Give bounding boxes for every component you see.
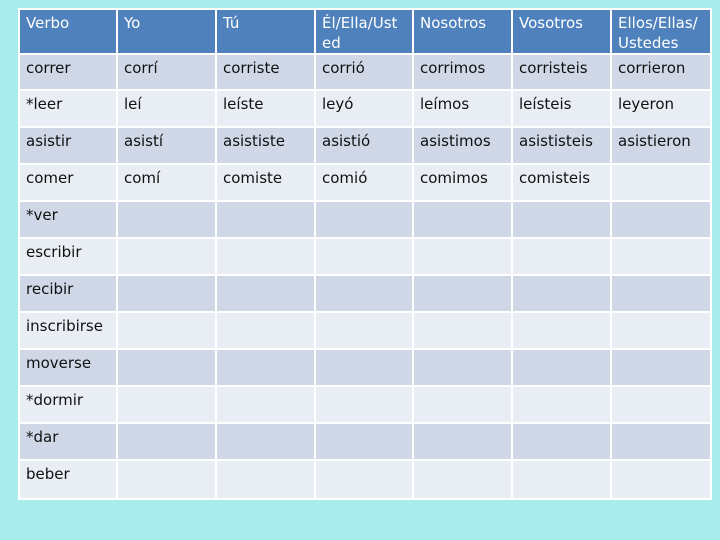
table-cell: leísteis xyxy=(512,90,611,127)
table-cell xyxy=(413,201,512,238)
conjugation-table xyxy=(18,8,712,500)
table-cell xyxy=(216,423,315,460)
table-cell: inscribirse xyxy=(19,312,117,349)
table-cell xyxy=(315,238,413,275)
table-cell: escribir xyxy=(19,238,117,275)
table-cell xyxy=(512,386,611,423)
table-cell xyxy=(117,201,216,238)
table-cell xyxy=(512,275,611,312)
table-row xyxy=(19,460,711,499)
table-cell: asististeis xyxy=(512,127,611,164)
table-cell: *ver xyxy=(19,201,117,238)
table-cell: asistir xyxy=(19,127,117,164)
table-cell xyxy=(117,275,216,312)
table-cell xyxy=(413,423,512,460)
table-cell xyxy=(611,275,711,312)
table-cell: leíste xyxy=(216,90,315,127)
table-cell: asistió xyxy=(315,127,413,164)
table-cell xyxy=(512,423,611,460)
table-cell xyxy=(117,423,216,460)
table-cell xyxy=(512,238,611,275)
table-cell: *leer xyxy=(19,90,117,127)
table-cell xyxy=(117,238,216,275)
table-cell: asistí xyxy=(117,127,216,164)
table-cell xyxy=(216,238,315,275)
table-cell: comiste xyxy=(216,164,315,201)
table-cell xyxy=(413,238,512,275)
table-cell xyxy=(216,312,315,349)
table-cell xyxy=(413,386,512,423)
table-cell xyxy=(315,349,413,386)
table-row xyxy=(19,312,711,349)
table-cell: asististe xyxy=(216,127,315,164)
table-cell xyxy=(117,460,216,499)
table-cell: recibir xyxy=(19,275,117,312)
table-cell: leímos xyxy=(413,90,512,127)
table-cell: asistieron xyxy=(611,127,711,164)
table-cell: leyó xyxy=(315,90,413,127)
header-vosotros: Vosotros xyxy=(512,9,611,54)
table-row xyxy=(19,386,711,423)
table-cell xyxy=(512,349,611,386)
table-cell xyxy=(216,275,315,312)
table-cell xyxy=(512,460,611,499)
table-cell: beber xyxy=(19,460,117,499)
table-cell xyxy=(216,460,315,499)
table-cell xyxy=(117,349,216,386)
header-verbo: Verbo xyxy=(19,9,117,54)
table-cell: corrió xyxy=(315,54,413,90)
table-cell xyxy=(315,423,413,460)
table-cell xyxy=(413,349,512,386)
table-row xyxy=(19,238,711,275)
table-row xyxy=(19,127,711,164)
table-row xyxy=(19,423,711,460)
table-cell xyxy=(117,312,216,349)
table-cell: comisteis xyxy=(512,164,611,201)
table-cell xyxy=(413,312,512,349)
table-cell xyxy=(315,312,413,349)
table-row xyxy=(19,275,711,312)
table-cell xyxy=(611,201,711,238)
table-cell xyxy=(611,238,711,275)
table-cell xyxy=(611,312,711,349)
table-cell xyxy=(315,460,413,499)
header-ellos-ellas-ustedes: Ellos/Ellas/ Ustedes xyxy=(611,9,711,54)
table-cell xyxy=(611,386,711,423)
table-cell xyxy=(315,386,413,423)
table-cell xyxy=(216,201,315,238)
table-cell xyxy=(413,460,512,499)
table-cell: leyeron xyxy=(611,90,711,127)
table-row xyxy=(19,349,711,386)
table-cell: corrí xyxy=(117,54,216,90)
table-cell xyxy=(611,423,711,460)
table-cell xyxy=(413,275,512,312)
header-nosotros: Nosotros xyxy=(413,9,512,54)
table-row xyxy=(19,54,711,90)
table-cell xyxy=(315,275,413,312)
table-header-row xyxy=(19,9,711,54)
table-cell: leí xyxy=(117,90,216,127)
table-cell xyxy=(117,386,216,423)
table-cell xyxy=(611,164,711,201)
header-yo: Yo xyxy=(117,9,216,54)
table-row xyxy=(19,164,711,201)
table-cell: corristeis xyxy=(512,54,611,90)
table-cell xyxy=(611,349,711,386)
table-cell: comimos xyxy=(413,164,512,201)
header-tu: Tú xyxy=(216,9,315,54)
table-cell xyxy=(315,201,413,238)
table-cell: comió xyxy=(315,164,413,201)
table-cell: asistimos xyxy=(413,127,512,164)
table-row xyxy=(19,90,711,127)
table-cell: *dar xyxy=(19,423,117,460)
table-cell xyxy=(512,201,611,238)
table-cell: *dormir xyxy=(19,386,117,423)
header-el-ella-usted: Él/Ella/Ust ed xyxy=(315,9,413,54)
table-cell xyxy=(611,460,711,499)
table-cell: correr xyxy=(19,54,117,90)
table-cell xyxy=(216,386,315,423)
table-cell xyxy=(216,349,315,386)
table-cell: comí xyxy=(117,164,216,201)
table-cell: moverse xyxy=(19,349,117,386)
table-cell: comer xyxy=(19,164,117,201)
table-cell xyxy=(512,312,611,349)
table-cell: corrimos xyxy=(413,54,512,90)
table-cell: corriste xyxy=(216,54,315,90)
table-cell: corrieron xyxy=(611,54,711,90)
table-row xyxy=(19,201,711,238)
